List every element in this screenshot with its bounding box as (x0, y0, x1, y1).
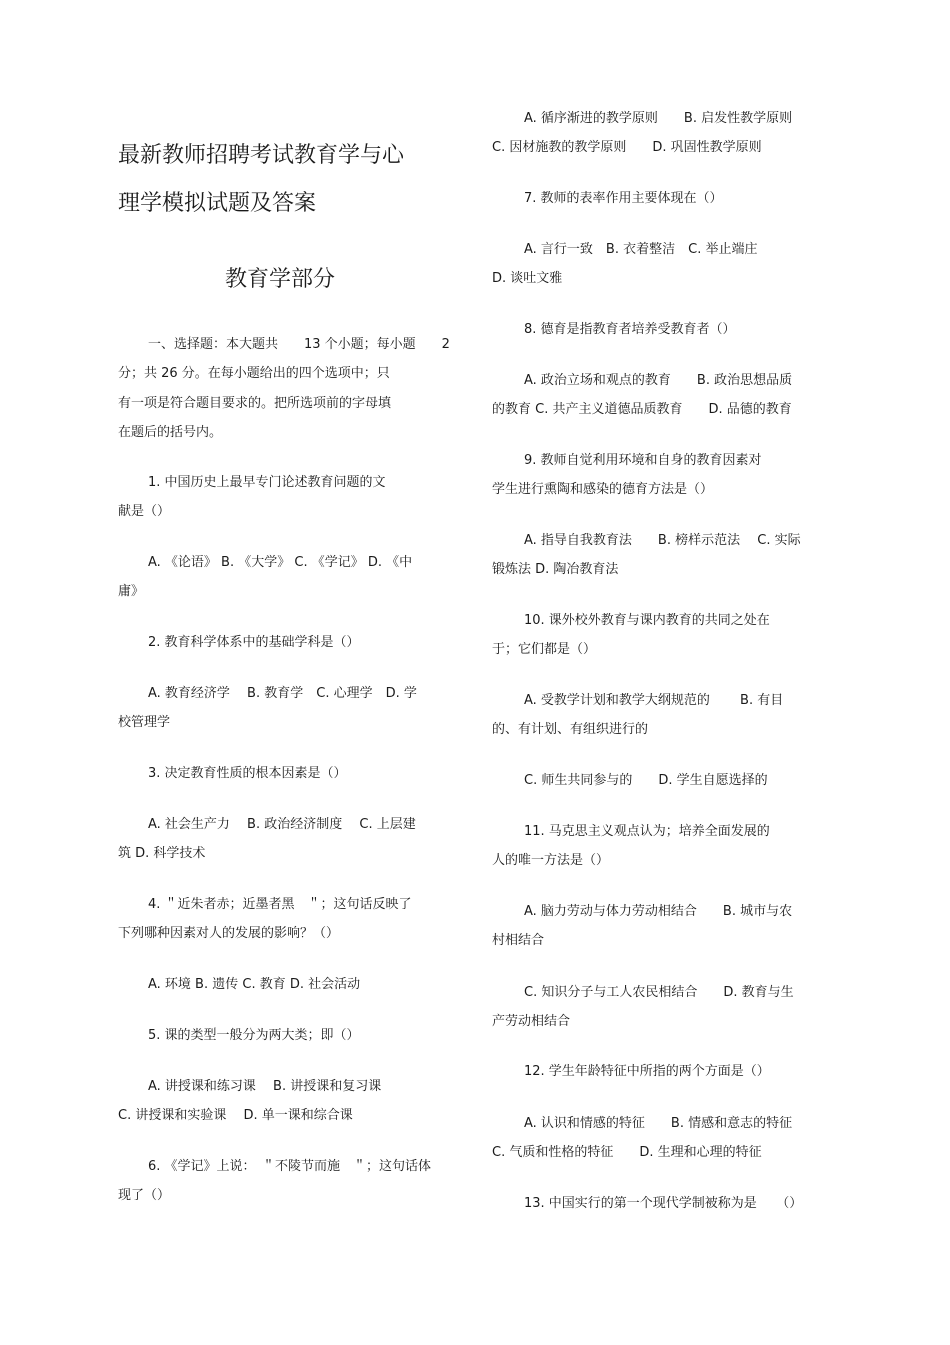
question-text: 现了（） (118, 1188, 171, 1203)
question-text: 5. 课的类型一般分为两大类；即（） (148, 1028, 360, 1043)
answer-options: A. 脑力劳动与体力劳动相结合 B. 城市与农 (524, 904, 793, 919)
question-text: 4. ＂近朱者赤；近墨者黑 ＂；这句话反映了 (148, 897, 412, 912)
answer-options: C. 气质和性格的特征 D. 生理和心理的特征 (492, 1145, 762, 1160)
question-text: 人的唯一方法是（） (492, 853, 610, 868)
question-text: 1. 中国历史上最早专门论述教育问题的文 (148, 475, 386, 490)
question-text: 献是（） (118, 504, 171, 519)
intro-line: 有一项是符合题目要求的。把所选项前的字母填 (118, 396, 392, 411)
question-text: 于；它们都是（） (492, 642, 597, 657)
question-text: 10. 课外校外教育与课内教育的共同之处在 (524, 613, 770, 628)
answer-options: 产劳动相结合 (492, 1014, 571, 1029)
answer-options: 村相结合 (492, 933, 545, 948)
document-title-line-2: 理学模拟试题及答案 (118, 191, 317, 216)
answer-options: A. 指导自我教育法 B. 榜样示范法 C. 实际 (524, 533, 801, 548)
question-text: 学生进行熏陶和感染的德育方法是（） (492, 482, 714, 497)
answer-options: A. 教育经济学 B. 教育学 C. 心理学 D. 学 (148, 686, 417, 701)
intro-line: 在题后的括号内。 (118, 425, 223, 440)
answer-options: C. 知识分子与工人农民相结合 D. 教育与生 (524, 985, 794, 1000)
answer-options: A. 认识和情感的特征 B. 情感和意志的特征 (524, 1116, 793, 1131)
answer-options: 锻炼法 D. 陶冶教育法 (492, 562, 619, 577)
document-title-line-1: 最新教师招聘考试教育学与心 (118, 143, 405, 168)
answer-options: A. 环境 B. 遗传 C. 教育 D. 社会活动 (148, 977, 361, 992)
question-text: 7. 教师的表率作用主要体现在（） (524, 191, 723, 206)
answer-options: A. 言行一致 B. 衣着整洁 C. 举止端庄 (524, 242, 758, 257)
answer-options: A. 受教学计划和教学大纲规范的 B. 有目 (524, 693, 784, 708)
section-title: 教育学部分 (225, 267, 336, 292)
answer-options: 的、有计划、有组织进行的 (492, 722, 649, 737)
answer-options: A. 循序渐进的教学原则 B. 启发性教学原则 (524, 111, 793, 126)
question-text: 3. 决定教育性质的根本因素是（） (148, 766, 347, 781)
question-text: 2. 教育科学体系中的基础学科是（） (148, 635, 360, 650)
answer-options: 筑 D. 科学技术 (118, 846, 206, 861)
question-text: 8. 德育是指教育者培养受教育者（） (524, 322, 736, 337)
question-text: 12. 学生年龄特征中所指的两个方面是（） (524, 1064, 770, 1079)
answer-options: 的教育 C. 共产主义道德品质教育 D. 品德的教育 (492, 402, 792, 417)
question-text: 13. 中国实行的第一个现代学制被称为是 （） (524, 1196, 803, 1211)
answer-options: C. 讲授课和实验课 D. 单一课和综合课 (118, 1108, 353, 1123)
answer-options: A. 政治立场和观点的教育 B. 政治思想品质 (524, 373, 793, 388)
question-text: 6. 《学记》上说： ＂不陵节而施 ＂；这句话体 (148, 1159, 432, 1174)
answer-options: A. 讲授课和练习课 B. 讲授课和复习课 (148, 1079, 382, 1094)
question-text: 11. 马克思主义观点认为；培养全面发展的 (524, 824, 770, 839)
answer-options: C. 因材施教的教学原则 D. 巩固性教学原则 (492, 140, 762, 155)
answer-options: C. 师生共同参与的 D. 学生自愿选择的 (524, 773, 768, 788)
question-text: 下列哪种因素对人的发展的影响？（） (118, 926, 340, 941)
answer-options: D. 谈吐文雅 (492, 271, 563, 286)
answer-options: A. 社会生产力 B. 政治经济制度 C. 上层建 (148, 817, 416, 832)
answer-options: 校管理学 (118, 715, 171, 730)
intro-line: 一、选择题：本大题共 13 个小题；每小题 2 (148, 337, 450, 352)
intro-line: 分；共 26 分。在每小题给出的四个选项中；只 (118, 366, 390, 381)
answer-options: 庸》 (118, 584, 145, 599)
question-text: 9. 教师自觉利用环境和自身的教育因素对 (524, 453, 762, 468)
answer-options: A. 《论语》 B. 《大学》 C. 《学记》 D. 《中 (148, 555, 413, 570)
